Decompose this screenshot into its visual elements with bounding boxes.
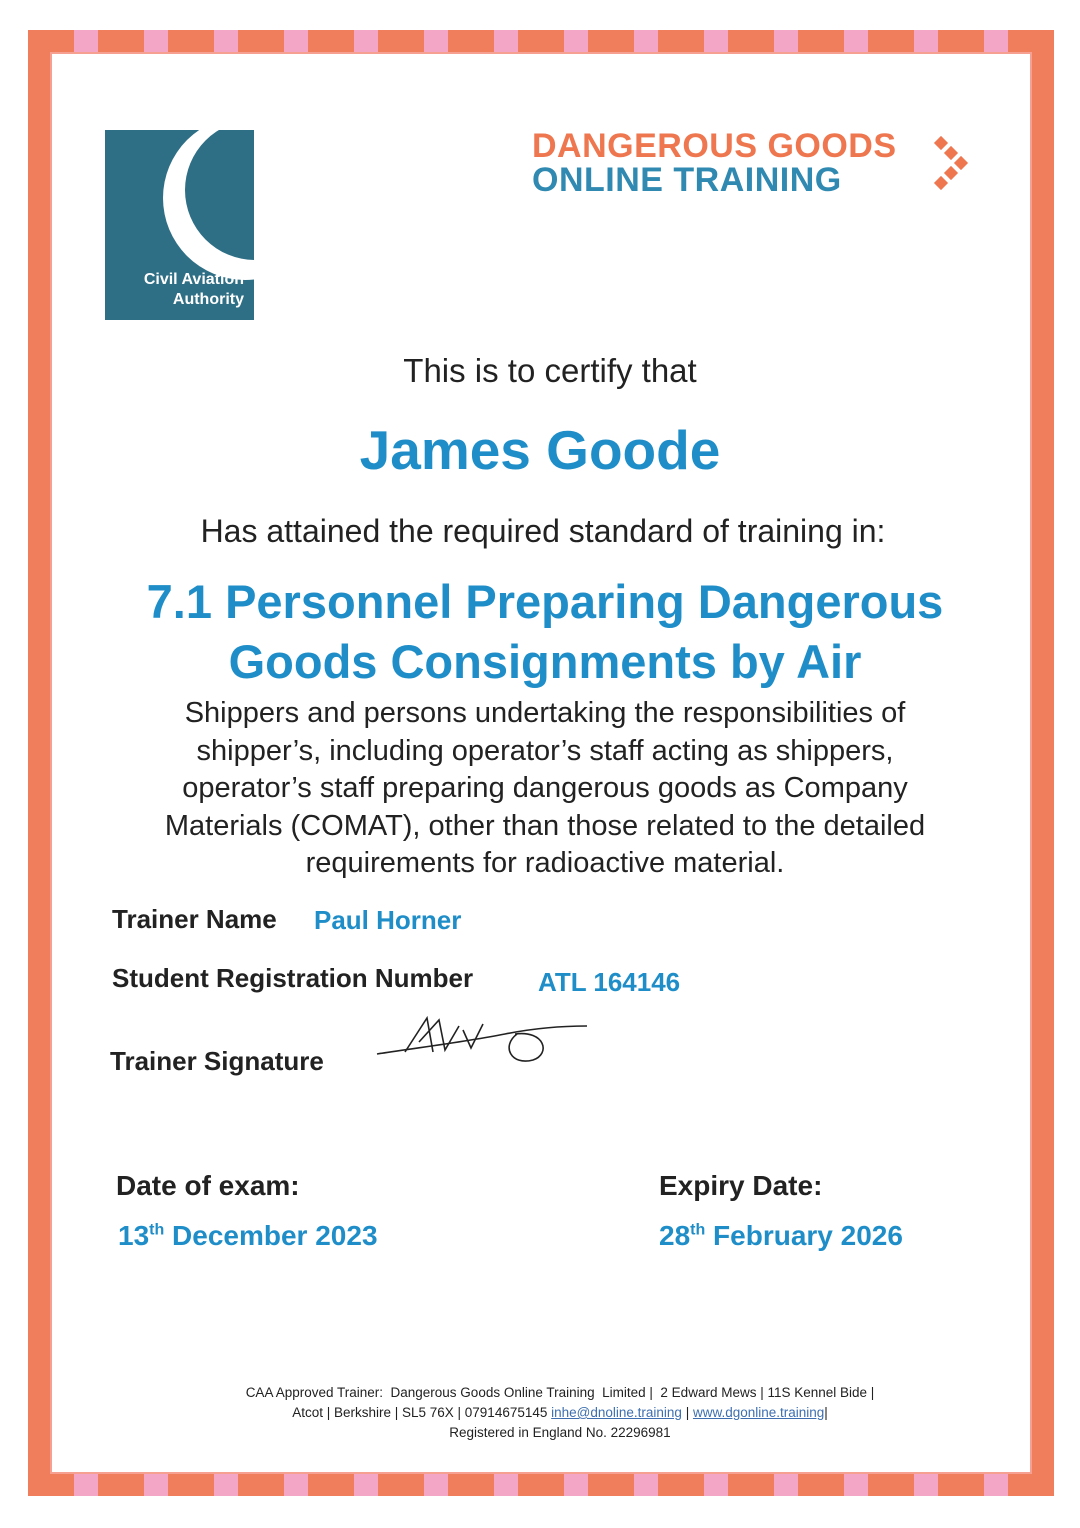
attained-statement: Has attained the required standard of training in: [200, 513, 886, 549]
exam-day-suffix: th [149, 1221, 165, 1239]
course-description [70, 695, 1020, 883]
description-line: operator’s staff preparing dangerous goods as Company [182, 772, 908, 804]
footer-line1: CAA Approved Trainer: Dangerous Goods Online Training Limited | 2 Edward Mews | 11S Kennel Bide | [245, 1385, 875, 1400]
registration-label: Student Registration Number [112, 963, 474, 993]
expiry-day: 28 [659, 1220, 691, 1251]
caa-wordmark [144, 270, 244, 310]
recipient-name: James Goode [359, 419, 721, 481]
expiry-month-year: February 2026 [705, 1220, 903, 1251]
footer-address: Atcot | Berkshire | SL5 76X | 07914675145 [292, 1405, 552, 1420]
footer-line-end: | [824, 1405, 828, 1420]
caa-line2: Authority [172, 291, 244, 308]
exam-day: 13 [118, 1220, 150, 1251]
footer-email-link[interactable]: inhe@dnoline.training [551, 1405, 682, 1420]
signature-label: Trainer Signature [110, 1046, 324, 1076]
caa-line1: Civil Aviation [143, 271, 244, 288]
description-line: shipper’s, including operator’s staff acting as shippers, [196, 734, 894, 767]
exam-date-value [118, 1220, 378, 1252]
caa-logo [105, 130, 254, 320]
registration-number: ATL 164146 [538, 967, 681, 997]
course-title-line1: 7.1 Personnel Preparing Dangerous [146, 575, 944, 628]
footer-line2 [0, 1403, 1080, 1423]
description-line: Materials (COMAT), other than those related to the detailed [164, 809, 926, 842]
description-line: Shippers and persons undertaking the responsibilities of [184, 697, 906, 729]
course-title [70, 572, 1020, 692]
exam-month-year: December 2023 [164, 1220, 378, 1251]
expiry-date-label: Expiry Date: [659, 1170, 823, 1201]
trainer-signature [375, 1012, 595, 1072]
footer-separator: | [681, 1405, 693, 1420]
expiry-date-value [659, 1220, 903, 1252]
footer-details [0, 1383, 1080, 1443]
footer-registration: Registered in England No. 22296981 [449, 1425, 671, 1440]
dg-logo-line1: DANGEROUS GOODS [532, 127, 897, 165]
diamond-chevron-icon [930, 134, 976, 194]
course-title-line2: Goods Consignments by Air [228, 635, 862, 688]
description-line: requirements for radioactive material. [305, 847, 785, 879]
footer-website-link[interactable]: www.dgonline.training [692, 1405, 825, 1420]
dg-logo-line2: ONLINE TRAINING [532, 161, 842, 199]
dg-online-training-logo [532, 128, 982, 198]
certify-intro: This is to certify that [403, 352, 697, 389]
expiry-day-suffix: th [690, 1221, 706, 1239]
exam-date-label: Date of exam: [116, 1170, 300, 1201]
trainer-name-value: Paul Horner [314, 905, 462, 935]
trainer-name-label: Trainer Name [112, 904, 277, 934]
